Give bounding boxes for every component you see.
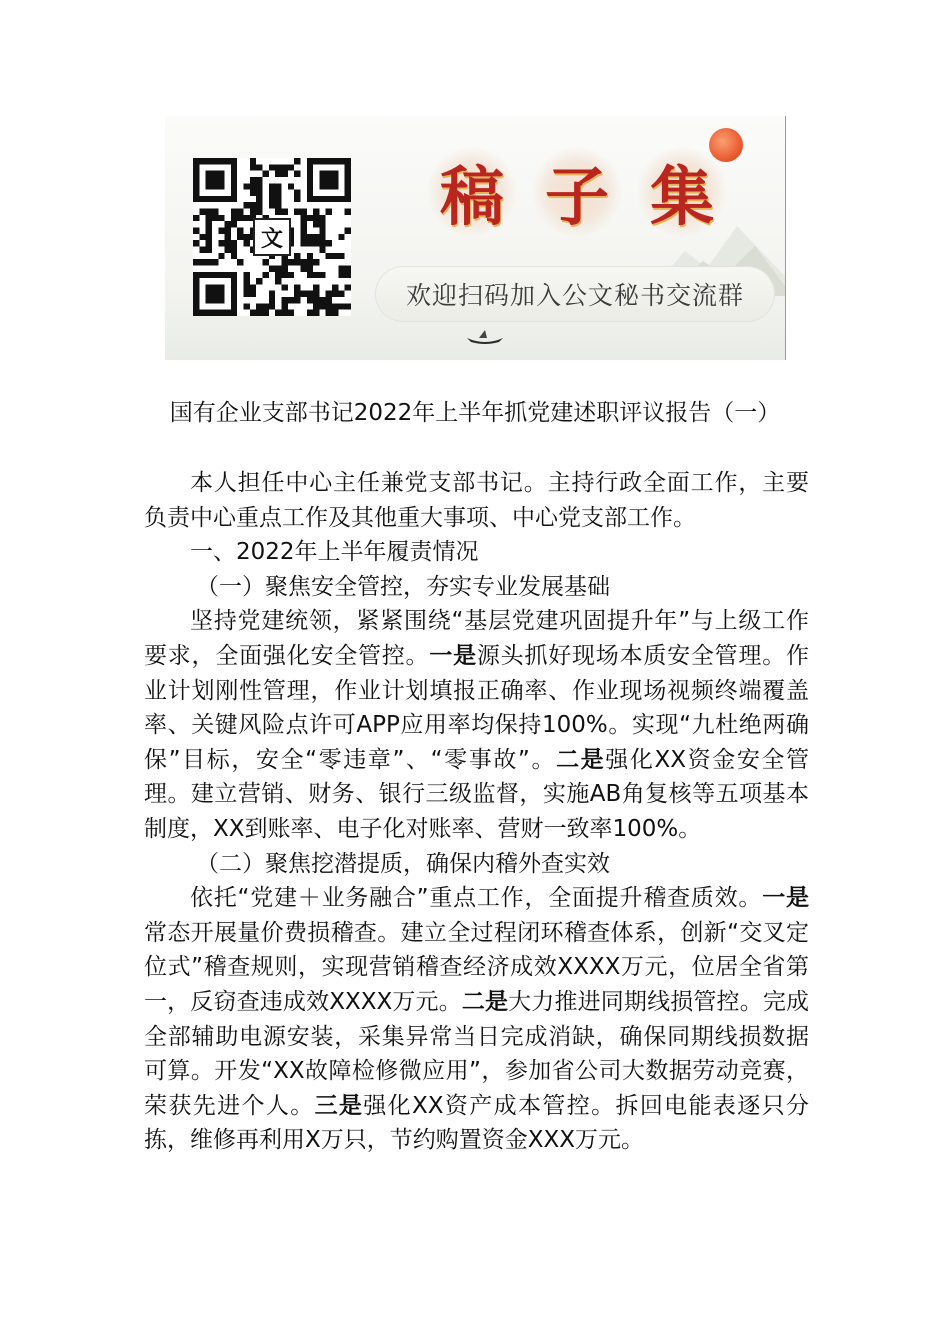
document-body <box>144 466 809 1158</box>
paragraph-lead: 坚持党建统领，紧紧围绕“基层党建巩固提升年”与上级工作要求，全面强化安全管控。 <box>144 608 809 669</box>
subsection-heading-2: （二）聚焦挖潜提质，确保内稽外查实效 <box>196 850 610 877</box>
boat-icon <box>465 328 505 346</box>
point-marker: 二是 <box>461 988 509 1015</box>
brand-char-1: 稿 <box>427 147 517 237</box>
paragraph-lead: 依托“党建＋业务融合”重点工作，全面提升稽查质效。 <box>190 885 763 912</box>
point-text: 大力推进同期线损管控。完成全部辅助电源安装，采集异常当日完成消缺，确保同期线损数据可算。开发“XX故障检修微应用”，参加省公司大数据劳动竞赛，荣获先进个人。 <box>144 988 810 1119</box>
qr-code[interactable] <box>193 158 351 316</box>
intro-paragraph: 本人担任中心主任兼党支部书记。主持行政全面工作，主要负责中心重点工作及其他重大事项、中心党支部工作。 <box>144 470 809 531</box>
brand-char-2: 子 <box>532 147 622 237</box>
point-marker: 一是 <box>762 885 809 912</box>
brand-logo <box>427 142 727 242</box>
point-text: 源头抓好现场本质安全管理。作业计划刚性管理，作业计划填报正确率、作业现场视频终端覆盖率、关键风险点许可APP应用率均保持100%。实现“九杜绝两确保”目标，安全“零违章”、“零事故”。 <box>144 642 810 773</box>
subsection-heading-1: （一）聚焦安全管控，夯实专业发展基础 <box>196 573 610 600</box>
section-heading: 一、2022年上半年履责情况 <box>190 539 479 566</box>
welcome-message: 欢迎扫码加入公文秘书交流群 <box>375 266 775 322</box>
paragraph-audit <box>144 881 809 1158</box>
document-title: 国有企业支部书记2022年上半年抓党建述职评议报告（一） <box>169 400 781 426</box>
brand-char-3: 集 <box>637 147 727 237</box>
point-marker: 三是 <box>314 1092 364 1119</box>
point-text: 强化XX资产成本管控。拆回电能表逐只分拣，维修再利用X万只，节约购置资金XXX万元。 <box>144 1092 810 1154</box>
point-text: 强化XX资金安全管理。建立营销、财务、银行三级监督，实施AB角复核等五项基本制度，XX到账率、电子化对账率、营财一致率100%。 <box>144 746 810 842</box>
point-text: 常态开展量价费损稽查。建立全过程闭环稽查体系，创新“交叉定位式”稽查规则，实现营销稽查经济成效XXXX万元，位居全省第一，反窃查违成效XXXX万元。 <box>144 919 809 1015</box>
point-marker: 二是 <box>556 746 606 773</box>
promo-banner <box>165 116 786 360</box>
point-marker: 一是 <box>429 642 477 669</box>
paragraph-safety <box>144 604 809 846</box>
qr-center-logo: 文 <box>253 218 291 256</box>
